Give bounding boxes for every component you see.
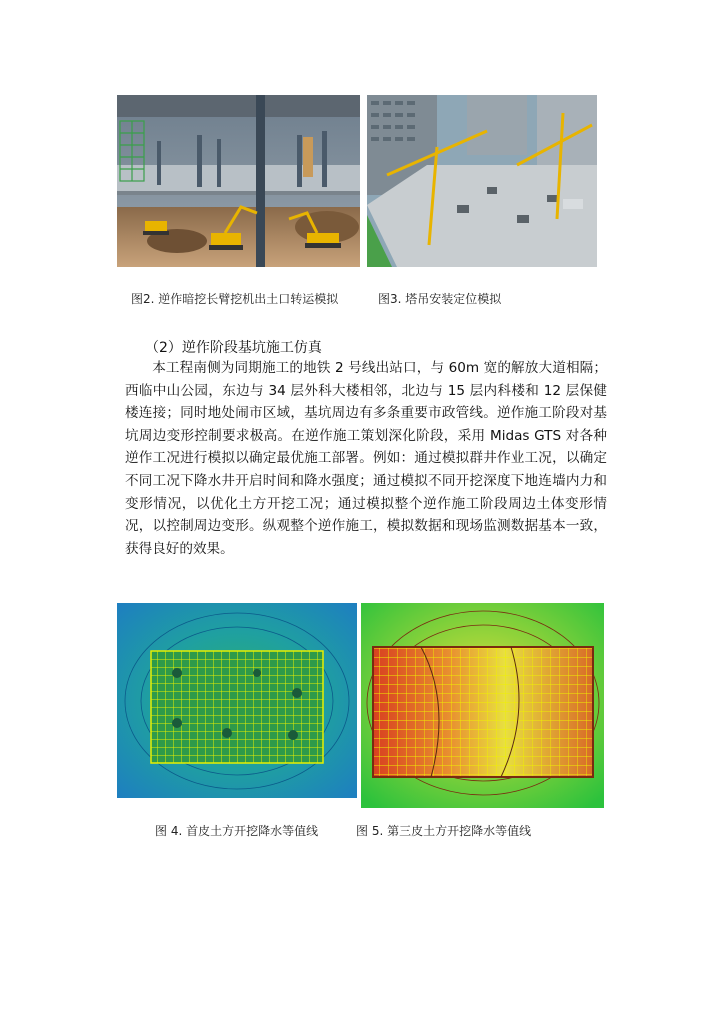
figure-4-caption: 图 4. 首皮土方开挖降水等值线 [155,824,319,838]
figure-5-caption: 图 5. 第三皮土方开挖降水等值线 [356,824,532,838]
figure-contour-map-1 [117,603,357,798]
figure-2-caption: 图2. 逆作暗挖长臂挖机出土口转运模拟 [131,292,339,306]
figure-contour-map-3 [361,603,604,808]
figure-excavation-render [117,95,360,267]
paragraph-text: 本工程南侧为同期施工的地铁 2 号线出站口，与 60m 宽的解放大道相隔；西临中山公园，东边与 34 层外科大楼相邻，北边与 15 层内科楼和 12 层保健楼连接；同时地处闹市区域，基坑周边有多条重要市政管线。逆作施工阶段对基坑周边变形控制要求极高。在逆作施工策划深化阶段，采用 Midas GTS 对各种逆作工况进行模拟以确定最优施工部署。例如：通过模拟群井作业工况，以确定不同工况下降水井开启时间和降水强度；通过模拟不同开挖深度下地连墙内力和变形情况，以优化土方开挖工况；通过模拟整个逆作施工阶段周边土体变形情况，以控制周边变形。纵观整个逆作施工，模拟数据和现场监测数据基本一致，获得良好的效果。 [125,360,607,557]
section-heading: （2）逆作阶段基坑施工仿真 [145,340,322,356]
figure-tower-crane-render [367,95,597,267]
body-paragraph [125,357,607,560]
figure-3-caption: 图3. 塔吊安装定位模拟 [378,292,502,306]
